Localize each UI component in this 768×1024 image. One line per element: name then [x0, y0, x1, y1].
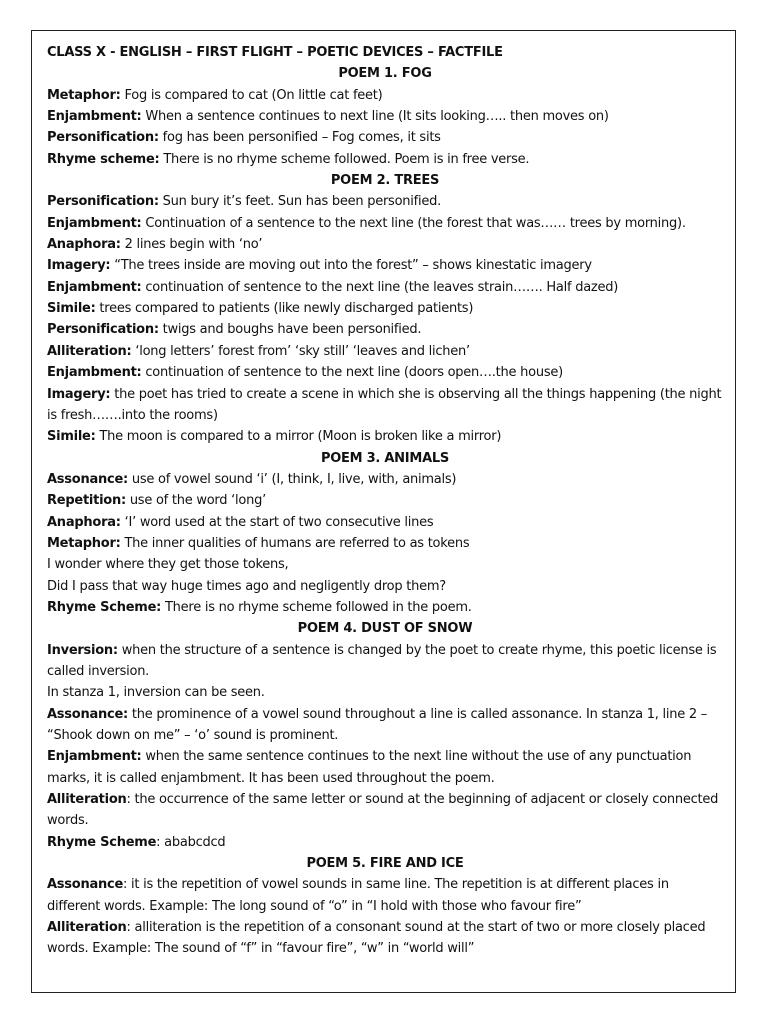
device-description: Continuation of a sentence to the next line (the forest that was…… trees by morning). [141, 215, 686, 231]
device-term: Enjambment: [47, 279, 142, 295]
device-line [47, 469, 723, 490]
device-description: : ababcdcd [156, 834, 226, 850]
device-description: I wonder where they get those tokens, [47, 557, 289, 573]
device-description: There is no rhyme scheme followed in the poem. [161, 599, 472, 615]
quoted-line [47, 554, 723, 575]
device-description: continuation of sentence to the next line (doors open….the house) [141, 365, 563, 381]
device-term: Enjambment: [47, 215, 142, 231]
device-line [47, 319, 723, 340]
device-term: Enjambment: [47, 109, 142, 125]
device-description: Fog is compared to cat (On little cat feet) [120, 87, 383, 103]
device-line [47, 746, 723, 789]
document-body [47, 42, 723, 960]
device-description: ‘long letters’ forest from’ ‘sky still’ ‘leaves and lichen’ [131, 343, 470, 359]
device-description: Did I pass that way huge times ago and negligently drop them? [47, 578, 446, 594]
device-description: : the occurrence of the same letter or sound at the beginning of adjacent or closely connected words. [47, 792, 719, 829]
device-line [47, 682, 723, 703]
poem-heading: POEM 3. ANIMALS [320, 450, 450, 466]
device-description: In stanza 1, inversion can be seen. [47, 685, 265, 701]
device-description: The inner qualities of humans are referred to as tokens [120, 535, 470, 551]
device-line [47, 298, 723, 319]
device-term: Anaphora: [47, 514, 121, 530]
device-line [47, 234, 723, 255]
device-term: Rhyme scheme: [47, 151, 160, 167]
device-description: the poet has tried to create a scene in which she is observing all the things happening (the night is fresh…….into the rooms) [47, 386, 722, 423]
device-description: when the same sentence continues to the next line without the use of any punctuation marks, it is called enjambment. It has been used throughout the poem. [47, 749, 692, 786]
device-term: Simile: [47, 301, 96, 317]
device-term: Assonance [47, 877, 124, 893]
device-description: : alliteration is the repetition of a consonant sound at the start of two or more closely placed words. Example: The sound of “f” in “favour fire”, “w” in “world will” [47, 920, 706, 957]
device-term: Alliteration [47, 920, 127, 936]
device-line [47, 490, 723, 511]
device-term: Assonance: [47, 471, 128, 487]
device-term: Rhyme Scheme [47, 834, 157, 850]
device-description: trees compared to patients (like newly discharged patients) [95, 301, 474, 317]
device-description: use of vowel sound ‘i’ (I, think, I, live, with, animals) [127, 471, 457, 487]
device-line [47, 149, 723, 170]
poem-heading: POEM 5. FIRE AND ICE [306, 856, 464, 872]
poem-heading: POEM 2. TREES [330, 173, 440, 189]
device-term: Imagery: [47, 386, 111, 402]
document-title: CLASS X - ENGLISH – FIRST FLIGHT – POETIC DEVICES – FACTFILE [47, 45, 503, 60]
device-term: Inversion: [47, 642, 118, 658]
device-description: continuation of sentence to the next line (the leaves strain……. Half dazed) [141, 279, 619, 295]
device-description: fog has been personified – Fog comes, it sits [158, 130, 441, 146]
device-line [47, 191, 723, 212]
device-description: use of the word ‘long’ [125, 493, 266, 509]
device-description: The moon is compared to a mirror (Moon is broken like a mirror) [95, 429, 502, 445]
device-term: Personification: [47, 194, 159, 210]
device-line [47, 512, 723, 533]
device-line [47, 255, 723, 276]
device-line [47, 362, 723, 383]
device-line [47, 640, 723, 683]
device-description: : it is the repetition of vowel sounds in same line. The repetition is at different places in different words. Example: The long sound of “o” in “I hold with those who favour fire” [47, 877, 669, 914]
device-term: Alliteration [47, 792, 127, 808]
device-term: Alliteration: [47, 343, 132, 359]
device-description: There is no rhyme scheme followed. Poem is in free verse. [159, 151, 530, 167]
device-term: Repetition: [47, 493, 126, 509]
device-line [47, 426, 723, 447]
device-line [47, 597, 723, 618]
device-line [47, 874, 723, 917]
device-line [47, 277, 723, 298]
device-description: twigs and boughs have been personified. [158, 322, 422, 338]
device-term: Enjambment: [47, 749, 142, 765]
device-description: Sun bury it’s feet. Sun has been personified. [158, 194, 441, 210]
device-line [47, 384, 723, 427]
device-line [47, 533, 723, 554]
device-line [47, 341, 723, 362]
device-description: ‘I’ word used at the start of two consecutive lines [120, 514, 434, 530]
device-line [47, 832, 723, 853]
device-line [47, 213, 723, 234]
device-line [47, 85, 723, 106]
device-description: When a sentence continues to next line (It sits looking….. then moves on) [141, 109, 609, 125]
poem-heading: POEM 4. DUST OF SNOW [297, 621, 473, 637]
device-line [47, 704, 723, 747]
device-term: Simile: [47, 429, 96, 445]
device-term: Rhyme Scheme: [47, 599, 162, 615]
device-description: the prominence of a vowel sound throughout a line is called assonance. In stanza 1, line 2 – “Shook down on me” – ‘o’ sound is prominent. [47, 706, 707, 743]
quoted-line [47, 576, 723, 597]
device-line [47, 106, 723, 127]
device-line [47, 127, 723, 148]
device-line [47, 917, 723, 960]
poem-heading: POEM 1. FOG [338, 66, 432, 82]
device-term: Enjambment: [47, 365, 142, 381]
device-description: when the structure of a sentence is changed by the poet to create rhyme, this poetic license is called inversion. [47, 642, 717, 679]
device-line [47, 789, 723, 832]
device-description: 2 lines begin with ‘no’ [120, 237, 263, 253]
device-term: Personification: [47, 130, 159, 146]
device-term: Metaphor: [47, 87, 121, 103]
device-description: “The trees inside are moving out into the forest” – shows kinestatic imagery [110, 258, 592, 274]
device-term: Anaphora: [47, 237, 121, 253]
device-term: Personification: [47, 322, 159, 338]
device-term: Assonance: [47, 706, 128, 722]
device-term: Metaphor: [47, 535, 121, 551]
device-term: Imagery: [47, 258, 111, 274]
